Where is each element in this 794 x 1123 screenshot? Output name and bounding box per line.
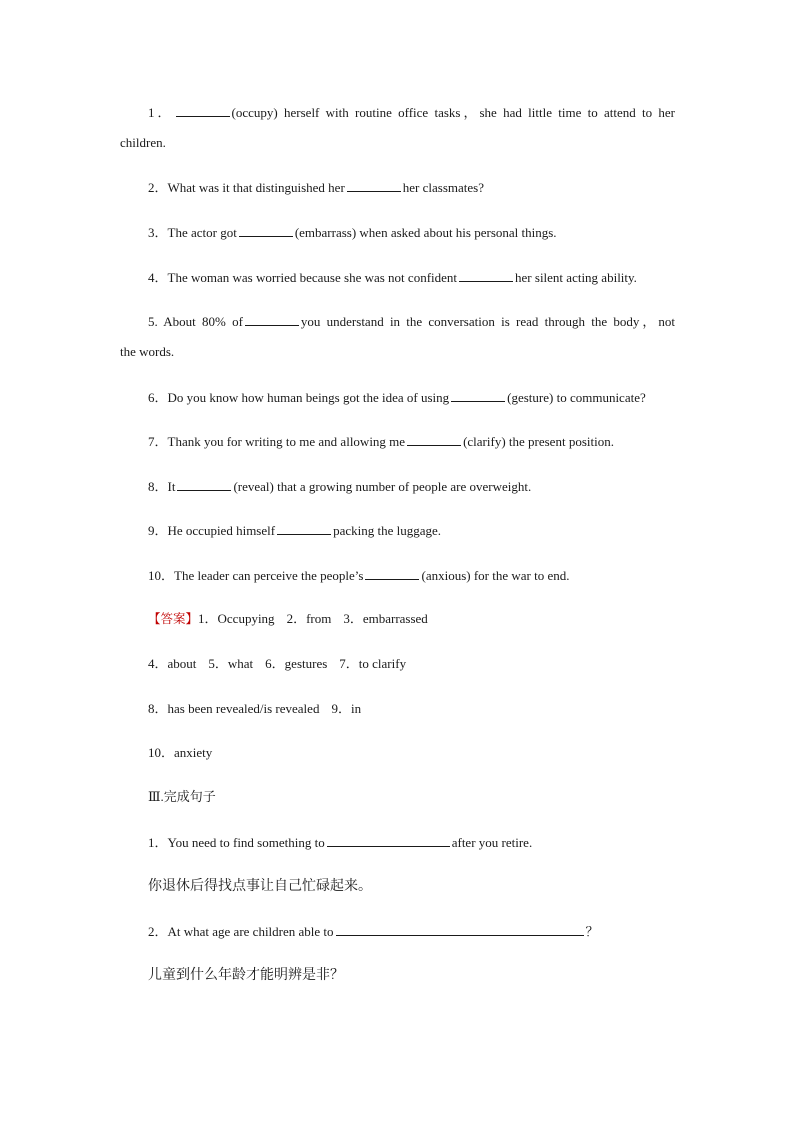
question-5-text-after: you understand in the conversation is read through the body，not — [300, 314, 675, 329]
answer-blank[interactable] — [327, 834, 450, 847]
question-9-text-after: packing the luggage. — [333, 523, 442, 538]
answer-line-1 — [148, 611, 428, 627]
answer-blank[interactable] — [459, 269, 513, 282]
question-3-text-after: (embarrass) when asked about his personal things. — [294, 225, 557, 240]
question-1-continuation: children. — [120, 135, 166, 150]
question-1-number: 1． — [148, 105, 174, 120]
answer-blank[interactable] — [245, 313, 299, 326]
question-5 — [148, 313, 675, 330]
answer-line-3 — [148, 701, 361, 717]
answer-blank[interactable] — [347, 179, 401, 192]
question-4-text-after: her silent acting ability. — [515, 270, 637, 285]
question-8 — [148, 478, 531, 495]
answer-line-2 — [148, 656, 406, 672]
question-10 — [148, 567, 570, 584]
question-2 — [148, 179, 484, 196]
sentence-1-text-after: after you retire. — [451, 835, 533, 850]
question-4 — [148, 269, 637, 286]
answer-blank[interactable] — [177, 478, 231, 491]
question-1 — [148, 104, 675, 121]
answer-1: 1．Occupying — [198, 611, 275, 626]
sentence-2-text-after: ？ — [585, 924, 599, 939]
question-4-text-before: 4．The woman was worried because she was not confident — [148, 270, 458, 285]
question-5-text-before: 5. About 80% of — [148, 314, 243, 329]
question-9 — [148, 522, 441, 539]
sentence-1-translation: 你退休后得找点事让自己忙碌起来。 — [148, 878, 372, 894]
question-2-text-before: 2．What was it that distinguished her — [148, 180, 345, 195]
sentence-2-text-before: 2．At what age are children able to — [148, 924, 334, 939]
question-7 — [148, 433, 614, 450]
answer-10: 10．anxiety — [148, 745, 213, 760]
question-10-text-after: (anxious) for the war to end. — [421, 568, 570, 583]
answer-blank[interactable] — [451, 389, 505, 402]
answer-3: 3．embarrassed — [343, 611, 428, 626]
answer-5: 5．what — [208, 656, 254, 671]
answer-blank[interactable] — [365, 567, 419, 580]
question-1-text: (occupy) herself with routine office tasks，she had little time to attend to her — [231, 105, 675, 120]
question-7-text-after: (clarify) the present position. — [463, 434, 614, 449]
sentence-1-text-before: 1．You need to find something to — [148, 835, 325, 850]
question-5-continuation: the words. — [120, 344, 175, 359]
question-3-text-before: 3．The actor got — [148, 225, 237, 240]
answer-9: 9．in — [331, 701, 362, 716]
answer-blank[interactable] — [176, 104, 230, 117]
question-6-text-before: 6．Do you know how human beings got the idea of using — [148, 390, 450, 405]
question-8-text-after: (reveal) that a growing number of people are overweight. — [233, 479, 532, 494]
question-10-text-before: 10．The leader can perceive the people’s — [148, 568, 364, 583]
answer-blank[interactable] — [277, 522, 331, 535]
answer-blank[interactable] — [407, 433, 461, 446]
answer-line-4 — [148, 745, 212, 761]
question-9-text-before: 9．He occupied himself — [148, 523, 276, 538]
answer-7: 7．to clarify — [339, 656, 407, 671]
answer-8: 8．has been revealed/is revealed — [148, 701, 320, 716]
answer-6: 6．gestures — [265, 656, 328, 671]
answer-blank[interactable] — [336, 923, 584, 936]
question-8-text-before: 8．It — [148, 479, 176, 494]
question-6 — [148, 389, 646, 406]
question-7-text-before: 7．Thank you for writing to me and allowing me — [148, 434, 406, 449]
question-2-text-after: her classmates? — [402, 180, 484, 195]
answer-4: 4．about — [148, 656, 197, 671]
sentence-2 — [148, 923, 599, 940]
sentence-1 — [148, 834, 532, 851]
answer-2: 2．from — [286, 611, 332, 626]
section-heading: Ⅲ.完成句子 — [148, 789, 216, 804]
question-3 — [148, 224, 557, 241]
sentence-2-translation: 儿童到什么年龄才能明辨是非？ — [148, 967, 344, 983]
question-6-text-after: (gesture) to communicate? — [507, 390, 646, 405]
answer-tag: 【答案】 — [148, 611, 199, 626]
answer-blank[interactable] — [239, 224, 293, 237]
